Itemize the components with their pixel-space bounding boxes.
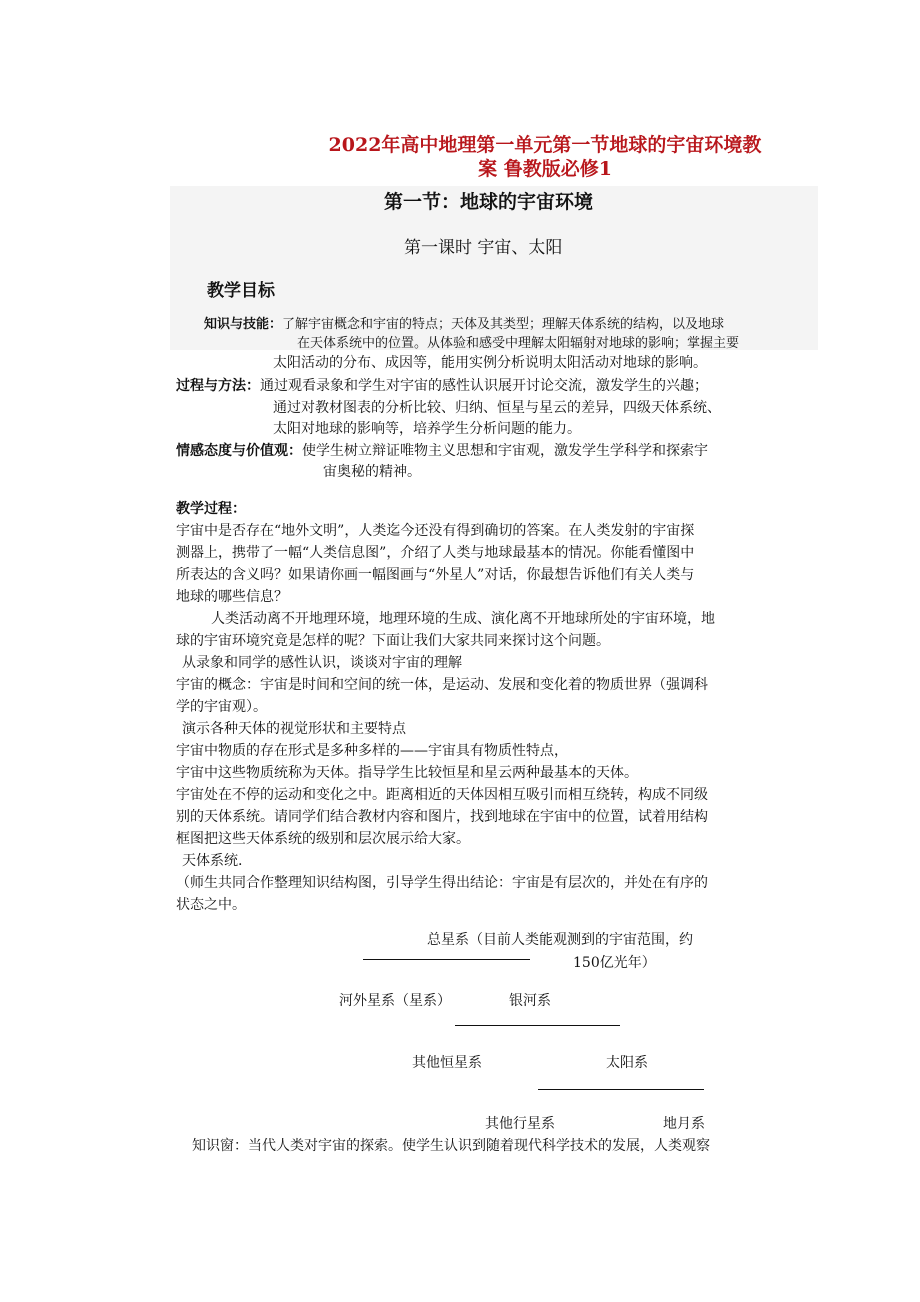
diagram-line-solar-system <box>538 1089 704 1090</box>
paragraph-line: 框图把这些天体系统的级别和层次展示给大家。 <box>176 831 470 847</box>
diagram-extragalactic: 河外星系（星系） <box>339 993 451 1009</box>
paragraph-line: 学的宇宙观）。 <box>176 699 267 715</box>
knowledge-line-1: 了解宇宙概念和宇宙的特点；天体及其类型；理解天体系统的结构，以及地球 <box>282 317 725 332</box>
process-label: 过程与方法： <box>176 378 260 394</box>
paragraph-line: 人类活动离不开地理环境，地理环境的生成、演化离不开地球所处的宇宙环境，地 <box>211 611 715 627</box>
paragraph-line: 天体系统. <box>182 853 243 869</box>
knowledge-line-2: 在天体系统中的位置。从体验和感受中理解太阳辐射对地球的影响；掌握主要 <box>297 336 740 351</box>
diagram-earth-moon: 地月系 <box>663 1116 705 1132</box>
process-objective <box>176 376 708 397</box>
paragraph-line: 地球的哪些信息？ <box>176 589 288 605</box>
paragraph-line: 宇宙中是否存在“地外文明”，人类迄今还没有得到确切的答案。在人类发射的宇宙探 <box>176 523 695 539</box>
section-title: 第一节：地球的宇宙环境 <box>384 191 594 213</box>
emotion-line-1: 使学生树立辩证唯物主义思想和宇宙观，激发学生学科学和探索宇 <box>302 443 708 459</box>
diagram-other-stars: 其他恒星系 <box>412 1055 482 1071</box>
paragraph-line: 测器上，携带了一幅“人类信息图”，介绍了人类与地球最基本的情况。你能看懂图中 <box>176 545 695 561</box>
process-line-1: 通过观看录象和学生对宇宙的感性认识展开讨论交流，激发学生的兴趣； <box>260 378 708 394</box>
diagram-solar-system: 太阳系 <box>606 1055 648 1071</box>
paragraph-line: （师生共同合作整理知识结构图，引导学生得出结论：宇宙是有层次的，并处在有序的 <box>176 875 708 891</box>
diagram-milky-way: 银河系 <box>509 993 551 1009</box>
diagram-line-total <box>363 959 530 960</box>
paragraph-line: 宇宙中这些物质统称为天体。指导学生比较恒星和星云两种最基本的天体。 <box>176 765 638 781</box>
paragraph-line: 别的天体系统。请同学们结合教材内容和图片，找到地球在宇宙中的位置，试着用结构 <box>176 809 708 825</box>
diagram-other-planets: 其他行星系 <box>485 1116 555 1132</box>
emotion-line-2: 宙奥秘的精神。 <box>323 464 421 480</box>
paragraph-line: 宇宙处在不停的运动和变化之中。距离相近的天体因相互吸引而相互绕转，构成不同级 <box>176 787 708 803</box>
diagram-total-galaxy: 总星系（目前人类能观测到的宇宙范围，约 <box>427 932 693 948</box>
knowledge-line-3: 太阳活动的分布、成因等，能用实例分析说明太阳活动对地球的影响。 <box>273 355 707 371</box>
knowledge-objective <box>204 313 724 332</box>
paragraph-line: 所表达的含义吗？如果请你画一幅图画与“外星人”对话，你最想告诉他们有关人类与 <box>176 567 695 583</box>
diagram-line-milky-way <box>455 1025 620 1026</box>
paragraph-line: 从录象和同学的感性认识，谈谈对宇宙的理解 <box>182 655 462 671</box>
process-line-3: 太阳对地球的影响等，培养学生分析问题的能力。 <box>273 421 581 437</box>
paragraph-line: 演示各种天体的视觉形状和主要特点 <box>182 721 406 737</box>
emotion-label: 情感态度与价值观： <box>176 443 302 459</box>
document-title-line-1: 2022年高中地理第一单元第一节地球的宇宙环境教 <box>328 134 762 156</box>
emotion-objective <box>176 441 708 462</box>
process-line-2: 通过对教材图表的分析比较、归纳、恒星与星云的差异，四级天体系统、 <box>273 400 721 416</box>
paragraph-line: 球的宇宙环境究竟是怎样的呢？下面让我们大家共同来探讨这个问题。 <box>176 633 610 649</box>
paragraph-line: 宇宙中物质的存在形式是多种多样的——宇宙具有物质性特点， <box>176 743 568 759</box>
knowledge-label: 知识与技能： <box>204 317 283 332</box>
document-title-line-2: 案 鲁教版必修1 <box>478 158 612 180</box>
document-title <box>300 133 790 181</box>
lesson-title: 第一课时 宇宙、太阳 <box>404 238 563 258</box>
knowledge-window: 知识窗：当代人类对宇宙的探索。使学生认识到随着现代科学技术的发展，人类观察 <box>192 1138 710 1154</box>
process-heading: 教学过程： <box>176 501 246 517</box>
paragraph-line: 宇宙的概念：宇宙是时间和空间的统一体，是运动、发展和变化着的物质世界（强调科 <box>176 677 708 693</box>
objectives-heading: 教学目标 <box>207 281 275 301</box>
paragraph-line: 状态之中。 <box>176 897 246 913</box>
diagram-total-galaxy-range: 150亿光年） <box>573 955 656 971</box>
